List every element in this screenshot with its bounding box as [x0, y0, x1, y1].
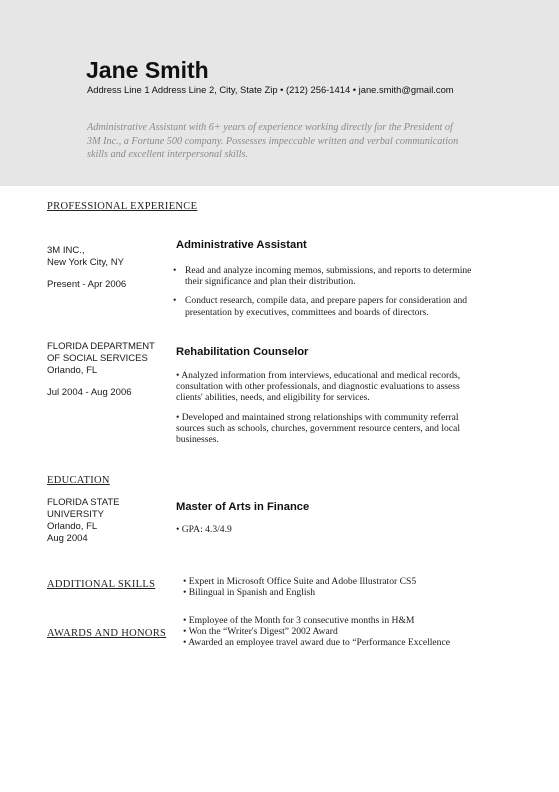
job-2-employer [47, 341, 172, 399]
school-location: Orlando, FL [47, 521, 98, 532]
job-2-title: Rehabilitation Counselor [176, 346, 309, 358]
list-item: • Employee of the Month for 3 consecutive months in H&M [183, 615, 415, 626]
job-1-employer [47, 245, 172, 291]
skills-heading: ADDITIONAL SKILLS [47, 579, 156, 590]
education-heading: EDUCATION [47, 475, 110, 486]
list-item: • Won the “Writer's Digest” 2002 Award [183, 625, 338, 637]
job-2-employer-name-2: OF SOCIAL SERVICES [47, 353, 148, 364]
experience-heading: PROFESSIONAL EXPERIENCE [47, 201, 198, 212]
list-item: • Developed and maintained strong relationships with community referral sources such as schools, churches, government resource centers, and local businesses. [176, 411, 460, 446]
contact-line: Address Line 1 Address Line 2, City, State Zip • (212) 256-1414 • jane.smith@gmail.com [87, 84, 454, 95]
candidate-name: Jane Smith [86, 57, 209, 83]
job-1-location: New York City, NY [47, 257, 124, 268]
job-2-employer-name-1: FLORIDA DEPARTMENT [47, 341, 155, 352]
education-school [47, 497, 172, 545]
job-1-title: Administrative Assistant [176, 239, 307, 251]
awards-list [183, 616, 503, 648]
job-2-bullets [176, 370, 486, 453]
job-2-dates: Jul 2004 - Aug 2006 [47, 387, 132, 398]
education-bullets [176, 524, 486, 543]
school-name-2: UNIVERSITY [47, 509, 105, 520]
job-2-location: Orlando, FL [47, 365, 98, 376]
list-item: • Analyzed information from interviews, educational and medical records, consultation with other professionals, and diagnostic evaluations to assess clients' abilities, needs, and eligibility for services. [176, 370, 461, 404]
skills-list [183, 577, 503, 599]
graduation-date: Aug 2004 [47, 533, 88, 544]
list-item: • Expert in Microsoft Office Suite and Adobe Illustrator CS5 [183, 576, 417, 587]
list-item: • Bilingual in Spanish and English [183, 586, 316, 598]
list-item: • GPA: 4.3/4.9 [176, 524, 232, 535]
school-name-1: FLORIDA STATE [47, 497, 120, 508]
list-item: • Read and analyze incoming memos, submissions, and reports to determine their significance and plan their distribution. [176, 265, 486, 287]
list-item: • Awarded an employee travel award due to “Performance Excellence [183, 636, 450, 648]
job-1-employer-name: 3M INC., [47, 245, 85, 256]
job-1-dates: Present - Apr 2006 [47, 279, 127, 290]
professional-summary: Administrative Assistant with 6+ years of experience working directly for the President of 3M Inc., a Fortune 500 company. Possesses impeccable written and verbal communication skills and excellent interpersonal skills. [87, 122, 459, 160]
degree-title: Master of Arts in Finance [176, 501, 310, 513]
job-1-bullets [176, 265, 486, 326]
resume-header [0, 0, 559, 186]
awards-heading: AWARDS AND HONORS [47, 628, 167, 639]
list-item: • Conduct research, compile data, and prepare papers for consideration and presentation by executives, committees and boards of directors. [176, 295, 486, 317]
